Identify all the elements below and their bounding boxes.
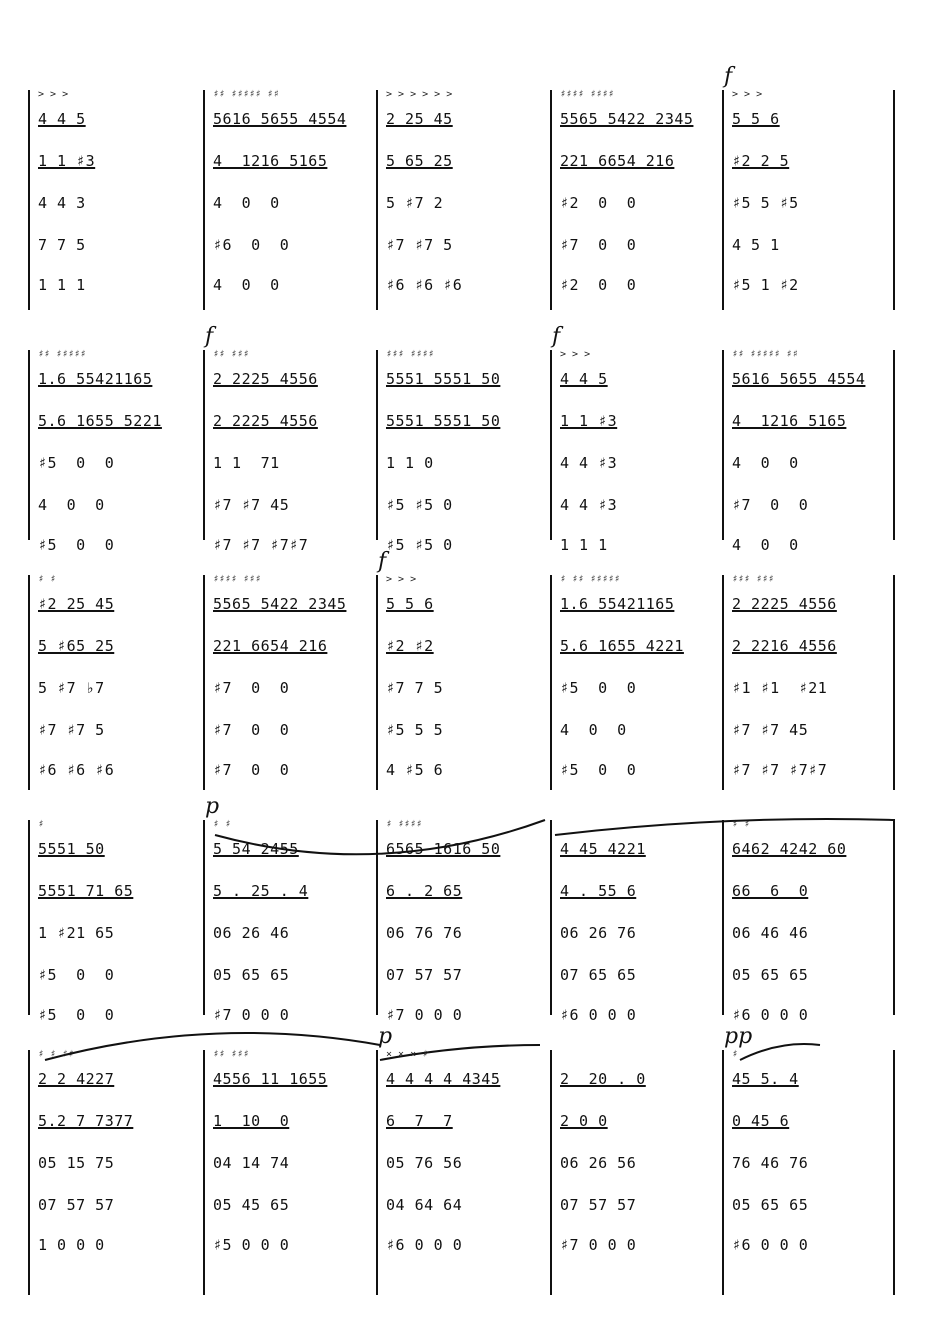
barline: [203, 575, 205, 790]
notation-line: 1 1 0: [386, 454, 434, 472]
notation-line: 05 65 65: [732, 966, 809, 984]
notation-line: ♯7 0 0 0: [386, 1006, 463, 1024]
notation-line: 5.6 1655 5221: [38, 412, 162, 430]
system: [0, 64, 928, 310]
notation-line: 4 0 0: [213, 194, 280, 212]
system: [0, 794, 928, 1024]
notation-line: 66 6 0: [732, 882, 809, 900]
accent-row: ♯ ♯: [38, 574, 57, 585]
notation-line: 2 2216 4556: [732, 637, 837, 655]
notation-line: ♯7 ♯7 5: [386, 236, 453, 254]
notation-line: ♯1 ♯1 ♯21: [732, 679, 828, 697]
notation-line: 6565 1616 50: [386, 840, 501, 858]
measure: [560, 1030, 718, 1295]
accent-row: ♯ ♯ ♯♯: [38, 1049, 75, 1060]
notation-line: 4 4 5: [38, 110, 86, 128]
notation-line: ♯7 ♯7 5: [38, 721, 105, 739]
accent-row: > > > > > >: [386, 89, 453, 100]
notation-line: 4 4 ♯3: [560, 454, 618, 472]
notation-line: 1.6 55421165: [38, 370, 153, 388]
notation-line: 4 1216 5165: [732, 412, 847, 430]
dynamic-marking: f: [205, 324, 214, 349]
notation-line: 45 5. 4: [732, 1070, 799, 1088]
notation-line: ♯5 5 5: [386, 721, 444, 739]
accent-row: ♯♯ ♯♯♯♯♯ ♯♯: [732, 349, 799, 360]
notation-line: 5551 5551 50: [386, 412, 501, 430]
notation-line: 5565 5422 2345: [213, 595, 347, 613]
notation-line: 2 2225 4556: [732, 595, 837, 613]
system: [0, 549, 928, 790]
barline: [722, 820, 724, 1015]
notation-line: 6 7 7: [386, 1112, 453, 1130]
notation-line: 06 76 76: [386, 924, 463, 942]
measure: [213, 70, 372, 310]
notation-line: 5 5 6: [386, 595, 434, 613]
accent-row: ♯♯♯♯ ♯♯♯♯: [560, 89, 615, 100]
barline: [722, 90, 724, 310]
barline: [722, 350, 724, 540]
notation-line: ♯5 5 ♯5: [732, 194, 799, 212]
notation-line: 06 46 46: [732, 924, 809, 942]
dynamic-marking: pp: [724, 1024, 753, 1049]
accent-row: ♯♯♯♯ ♯♯♯: [213, 574, 262, 585]
notation-line: 4 0 0: [213, 276, 280, 294]
notation-line: 2 20 . 0: [560, 1070, 646, 1088]
notation-line: 1 ♯21 65: [38, 924, 115, 942]
notation-line: 05 65 65: [732, 1196, 809, 1214]
accent-row: ♯♯ ♯♯♯: [213, 349, 250, 360]
notation-line: 1 1 ♯3: [38, 152, 96, 170]
notation-line: ♯7 ♯7 ♯7♯7: [732, 761, 828, 779]
accent-row: ♯ ♯♯ ♯♯♯♯♯: [560, 574, 621, 585]
notation-line: 07 57 57: [38, 1196, 115, 1214]
notation-line: ♯5 0 0: [560, 761, 637, 779]
notation-line: 2 2225 4556: [213, 412, 318, 430]
barline: [550, 350, 552, 540]
notation-line: 4 4 5: [560, 370, 608, 388]
notation-line: 5 ♯7 ♭7: [38, 679, 105, 697]
notation-line: 1.6 55421165: [560, 595, 675, 613]
notation-line: 1 0 0 0: [38, 1236, 105, 1254]
notation-line: ♯7 ♯7 45: [213, 496, 290, 514]
measure: [724, 1024, 889, 1295]
measure: [732, 330, 889, 554]
accent-row: > > >: [386, 574, 417, 585]
measure: [560, 555, 718, 790]
notation-line: 6462 4242 60: [732, 840, 847, 858]
barline: [893, 575, 895, 790]
barline: [28, 820, 30, 1015]
barline: [550, 90, 552, 310]
notation-line: 07 57 57: [386, 966, 463, 984]
notation-line: 7 7 5: [38, 236, 86, 254]
notation-line: 1 1 1: [38, 276, 86, 294]
accent-row: ♯: [732, 1049, 739, 1060]
notation-line: ♯5 0 0 0: [213, 1236, 290, 1254]
notation-line: ♯6 0 0: [213, 236, 290, 254]
notation-line: 5616 5655 4554: [732, 370, 866, 388]
barline: [550, 1050, 552, 1295]
accent-row: > > >: [732, 89, 763, 100]
dynamic-marking: f: [378, 549, 387, 574]
notation-line: ♯7 0 0 0: [213, 1006, 290, 1024]
notation-line: ♯5 0 0: [38, 1006, 115, 1024]
notation-line: 2 25 45: [386, 110, 453, 128]
notation-line: 76 46 76: [732, 1154, 809, 1172]
accent-row: ♯ ♯: [213, 819, 232, 830]
notation-line: ♯5 0 0: [38, 966, 115, 984]
notation-line: 5616 5655 4554: [213, 110, 347, 128]
accent-row: > > >: [38, 89, 69, 100]
notation-line: 4 . 55 6: [560, 882, 637, 900]
accent-row: ♯♯ ♯♯♯: [213, 1049, 250, 1060]
notation-line: 5565 5422 2345: [560, 110, 694, 128]
measure: [552, 324, 718, 554]
measure: [724, 64, 889, 310]
measure: [38, 555, 199, 790]
notation-line: ♯5 0 0: [38, 454, 115, 472]
dynamic-marking: f: [724, 64, 733, 89]
notation-line: 5.2 7 7377: [38, 1112, 134, 1130]
dynamic-marking: p: [378, 1024, 393, 1049]
measure: [205, 324, 372, 554]
barline: [722, 575, 724, 790]
barline: [376, 350, 378, 540]
measure: [38, 70, 199, 310]
barline: [376, 90, 378, 310]
dynamic-marking: f: [552, 324, 561, 349]
barline: [550, 820, 552, 1015]
dynamic-marking: p: [205, 794, 220, 819]
notation-line: ♯7 ♯7 45: [732, 721, 809, 739]
notation-line: ♯5 0 0: [560, 679, 637, 697]
notation-line: 5551 5551 50: [386, 370, 501, 388]
notation-line: 05 45 65: [213, 1196, 290, 1214]
barline: [376, 1050, 378, 1295]
measure: [386, 330, 546, 554]
notation-line: ♯6 ♯6 ♯6: [386, 276, 463, 294]
notation-line: 4 0 0: [732, 454, 799, 472]
notation-line: 4556 11 1655: [213, 1070, 328, 1088]
barline: [28, 575, 30, 790]
measure: [378, 1024, 546, 1295]
notation-line: ♯2 2 5: [732, 152, 790, 170]
notation-line: 07 65 65: [560, 966, 637, 984]
notation-line: 4 4 3: [38, 194, 86, 212]
notation-line: 5 . 25 . 4: [213, 882, 309, 900]
measure: [560, 70, 718, 310]
notation-line: 4 ♯5 6: [386, 761, 444, 779]
notation-line: 1 1 71: [213, 454, 280, 472]
accent-row: ♯ ♯: [732, 819, 751, 830]
notation-line: 221 6654 216: [213, 637, 328, 655]
notation-line: ♯6 0 0 0: [732, 1236, 809, 1254]
barline: [722, 1050, 724, 1295]
notation-line: 4 5 1: [732, 236, 780, 254]
measure: [213, 555, 372, 790]
notation-line: 5551 71 65: [38, 882, 134, 900]
notation-line: 05 15 75: [38, 1154, 115, 1172]
measure: [38, 1030, 199, 1295]
barline: [203, 1050, 205, 1295]
barline: [376, 820, 378, 1015]
notation-line: ♯2 0 0: [560, 276, 637, 294]
notation-line: 06 26 46: [213, 924, 290, 942]
notation-line: ♯7 0 0 0: [560, 1236, 637, 1254]
barline: [550, 575, 552, 790]
notation-line: 05 76 56: [386, 1154, 463, 1172]
notation-line: 5 54 2455: [213, 840, 299, 858]
accent-row: × × × ♯: [386, 1049, 429, 1060]
barline: [203, 90, 205, 310]
accent-row: ♯ ♯♯♯♯: [386, 819, 423, 830]
notation-line: 2 2 4227: [38, 1070, 115, 1088]
notation-line: 5 ♯7 2: [386, 194, 444, 212]
notation-line: ♯7 0 0: [213, 761, 290, 779]
notation-line: ♯7 0 0: [732, 496, 809, 514]
notation-line: 06 26 56: [560, 1154, 637, 1172]
notation-line: 4 0 0: [560, 721, 627, 739]
measure: [205, 794, 372, 1024]
notation-line: 05 65 65: [213, 966, 290, 984]
notation-line: ♯7 ♯7 ♯7♯7: [213, 536, 309, 554]
measure: [38, 800, 199, 1024]
barline: [28, 350, 30, 540]
notation-line: ♯2 0 0: [560, 194, 637, 212]
notation-line: ♯6 0 0 0: [560, 1006, 637, 1024]
notation-line: 4 4 ♯3: [560, 496, 618, 514]
notation-line: 4 0 0: [38, 496, 105, 514]
notation-line: ♯5 0 0: [38, 536, 115, 554]
barline: [28, 1050, 30, 1295]
barline: [893, 820, 895, 1015]
accent-row: > > >: [560, 349, 591, 360]
accent-row: ♯: [38, 819, 45, 830]
notation-line: 5551 50: [38, 840, 105, 858]
notation-line: ♯6 ♯6 ♯6: [38, 761, 115, 779]
barline: [28, 90, 30, 310]
notation-line: ♯5 ♯5 0: [386, 536, 453, 554]
accent-row: ♯♯ ♯♯♯♯♯: [38, 349, 87, 360]
measure: [732, 800, 889, 1024]
measure: [378, 549, 546, 790]
notation-line: 5 65 25: [386, 152, 453, 170]
barline: [893, 1050, 895, 1295]
notation-line: ♯2 ♯2: [386, 637, 434, 655]
notation-line: 221 6654 216: [560, 152, 675, 170]
accent-row: ♯♯♯ ♯♯♯: [732, 574, 775, 585]
barline: [893, 350, 895, 540]
barline: [203, 350, 205, 540]
notation-line: 07 57 57: [560, 1196, 637, 1214]
notation-line: ♯6 0 0 0: [386, 1236, 463, 1254]
notation-line: 5.6 1655 4221: [560, 637, 684, 655]
system: [0, 324, 928, 554]
notation-line: ♯7 0 0: [213, 679, 290, 697]
notation-line: ♯7 0 0: [213, 721, 290, 739]
barline: [376, 575, 378, 790]
notation-line: 4 45 4221: [560, 840, 646, 858]
notation-line: 5 5 6: [732, 110, 780, 128]
measure: [386, 70, 546, 310]
notation-line: 1 1 ♯3: [560, 412, 618, 430]
accent-row: ♯♯ ♯♯♯♯♯ ♯♯: [213, 89, 280, 100]
notation-line: ♯2 25 45: [38, 595, 115, 613]
accent-row: ♯♯♯ ♯♯♯♯: [386, 349, 435, 360]
notation-line: 0 45 6: [732, 1112, 790, 1130]
notation-line: ♯5 1 ♯2: [732, 276, 799, 294]
measure: [732, 555, 889, 790]
measure: [386, 800, 546, 1024]
notation-line: 04 14 74: [213, 1154, 290, 1172]
notation-line: 4 1216 5165: [213, 152, 328, 170]
barline: [893, 90, 895, 310]
notation-line: 06 26 76: [560, 924, 637, 942]
system: [0, 1024, 928, 1295]
measure: [38, 330, 199, 554]
measure: [560, 800, 718, 1024]
notation-line: 1 10 0: [213, 1112, 290, 1130]
notation-line: 4 4 4 4 4345: [386, 1070, 501, 1088]
notation-line: ♯5 ♯5 0: [386, 496, 453, 514]
measure: [213, 1030, 372, 1295]
notation-line: 5 ♯65 25: [38, 637, 115, 655]
notation-line: ♯6 0 0 0: [732, 1006, 809, 1024]
notation-line: ♯7 7 5: [386, 679, 444, 697]
notation-line: 6 . 2 65: [386, 882, 463, 900]
notation-line: 1 1 1: [560, 536, 608, 554]
barline: [203, 820, 205, 1015]
notation-line: 4 0 0: [732, 536, 799, 554]
notation-line: 04 64 64: [386, 1196, 463, 1214]
notation-line: ♯7 0 0: [560, 236, 637, 254]
notation-line: 2 0 0: [560, 1112, 608, 1130]
notation-line: 2 2225 4556: [213, 370, 318, 388]
